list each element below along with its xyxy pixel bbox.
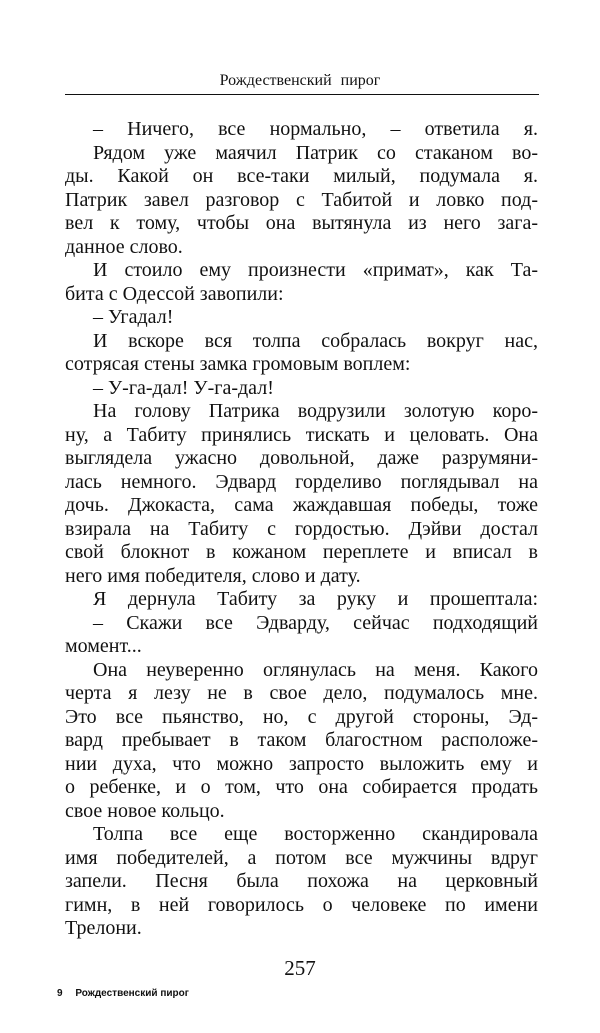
signature-number: 9: [57, 988, 63, 999]
text-line: – Угадал!: [93, 306, 174, 328]
text-line: взирала на Табиту с гордостью. Дэйви достал: [65, 517, 538, 540]
text-line: На голову Патрика водрузили золотую коро-: [93, 400, 538, 422]
text-line: И вскоре вся толпа собралась вокруг нас,: [93, 329, 538, 352]
text-line: дочь. Джокаста, сама жаждавшая победы, тоже: [65, 494, 538, 516]
text-line: ды. Какой он все-таки милый, подумала я.: [65, 165, 538, 187]
text-line: гимн, в ней говорилось о человеке по имени: [65, 893, 538, 916]
text-line: – У-га-дал! У-га-дал!: [93, 376, 274, 399]
printer-signature: [57, 988, 189, 999]
text-line: него имя победителя, слово и дату.: [65, 564, 361, 587]
text-line: – Скажи все Эдварду, сейчас подходящий: [93, 611, 538, 634]
text-line: черта я лезу не в свое дело, подумалось мне.: [65, 682, 538, 704]
text-line: сотрясая стены замка громовым воплем:: [65, 353, 411, 375]
text-line: свой блокнот в кожаном переплете и вписал в: [65, 541, 538, 563]
text-line: свое новое кольцо.: [65, 799, 225, 822]
text-line: Рядом уже маячил Патрик со стаканом во-: [93, 141, 538, 164]
text-line: Она неуверенно оглянулась на меня. Какого: [93, 658, 538, 681]
text-line: ну, а Табиту принялись тискать и целовать. Она: [65, 423, 538, 446]
text-line: Я дернула Табиту за руку и прошептала:: [93, 588, 538, 610]
text-line: лась немного. Эдвард горделиво поглядывал на: [65, 470, 538, 493]
text-line: имя победителей, а потом все мужчины вдруг: [65, 846, 538, 869]
text-line: – Ничего, все нормально, – ответила я.: [93, 118, 538, 140]
text-line: момент...: [65, 635, 142, 657]
header-rule: [65, 94, 539, 95]
text-line: вел к тому, чтобы она вытянула из него зага-: [65, 212, 538, 234]
text-line: Патрик завел разговор с Табитой и ловко под-: [65, 188, 538, 211]
text-line: бита с Одессой завопили:: [65, 282, 284, 305]
text-line: Трелони.: [65, 917, 142, 939]
text-line: вард пребывает в таком благостном расположе-: [65, 729, 538, 751]
text-line: выглядела ужасно довольной, даже разрумяни-: [65, 447, 538, 469]
text-line: данное слово.: [65, 235, 183, 258]
text-line: Толпа все еще восторженно скандировала: [93, 823, 538, 845]
running-head: Рождественский пирог: [219, 72, 381, 89]
text-line: И стоило ему произнести «примат», как Та-: [93, 259, 538, 281]
signature-title: Рождественский пирог: [75, 988, 189, 999]
text-line: о ребенке, и о том, что она собирается продать: [65, 776, 538, 798]
text-line: Это все пьянство, но, с другой стороны, Эд-: [65, 705, 538, 728]
text-line: нии духа, что можно запросто выложить ему и: [65, 752, 538, 775]
body-text: [65, 118, 538, 941]
page-number: 257: [284, 956, 316, 980]
text-line: запели. Песня была похожа на церковный: [65, 870, 538, 892]
